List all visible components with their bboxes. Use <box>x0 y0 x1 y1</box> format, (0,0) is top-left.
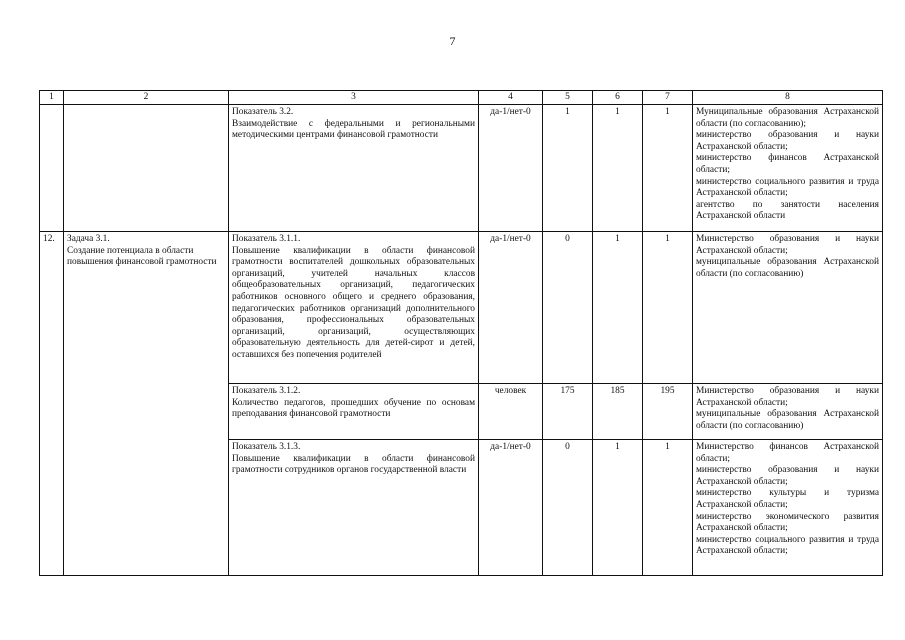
indicator-text: Взаимодействие с федеральными и региональными методическими центрами финансовой грамотности <box>232 118 475 141</box>
executors-cell <box>693 384 883 440</box>
value-cell: 1 <box>593 440 643 576</box>
indicator-cell <box>229 384 479 440</box>
unit-cell: да-1/нет-0 <box>479 440 543 576</box>
indicator-cell <box>229 232 479 384</box>
row-number: 12. <box>40 232 64 576</box>
indicator-cell <box>229 105 479 232</box>
executors-cell <box>693 105 883 232</box>
executors-text: Муниципальные образования Астраханской области (по согласованию); министерство образования и науки Астраханской области; министерство финансов Астраханской области; министерство социального развития и труда Астраханской области; агентство по занятости населения Астраханской области <box>696 107 879 222</box>
value-cell: 175 <box>543 384 593 440</box>
task-cell <box>64 105 229 232</box>
indicator-title: Показатель 3.2. <box>232 107 294 117</box>
value-cell: 0 <box>543 440 593 576</box>
value-cell: 195 <box>643 384 693 440</box>
row-number <box>40 105 64 232</box>
value-cell: 1 <box>593 105 643 232</box>
task-cell <box>64 232 229 576</box>
value-cell: 1 <box>643 232 693 384</box>
value-cell: 1 <box>593 232 643 384</box>
table-row <box>40 232 883 384</box>
value-cell: 0 <box>543 232 593 384</box>
indicator-text: Количество педагогов, прошедших обучение по основам преподавания финансовой грамотности <box>232 397 475 420</box>
unit-cell: человек <box>479 384 543 440</box>
value-cell: 185 <box>593 384 643 440</box>
header-cell: 3 <box>229 91 479 105</box>
indicator-title: Показатель 3.1.2. <box>232 386 301 396</box>
value-cell: 1 <box>643 440 693 576</box>
header-cell: 8 <box>693 91 883 105</box>
executors-cell <box>693 440 883 576</box>
indicator-text: Повышение квалификации в области финансовой грамотности воспитателей дошкольных образовательных организаций, учителей начальных классов общеобразовательных организаций, педагогических работников основного общего и среднего образования, педагогических работников организаций дополнительного образования, профессиональных образовательных организаций, организаций, осуществляющих образовательную деятельность для детей-сирот и детей, оставшихся без попечения родителей <box>232 245 475 360</box>
header-cell: 2 <box>64 91 229 105</box>
indicator-cell <box>229 440 479 576</box>
unit-cell: да-1/нет-0 <box>479 105 543 232</box>
header-cell: 4 <box>479 91 543 105</box>
task-text: Создание потенциала в области повышения финансовой грамотности <box>67 245 217 268</box>
header-cell: 7 <box>643 91 693 105</box>
executors-text: Министерство образования и науки Астраханской области; муниципальные образования Астраханской области (по согласованию) <box>696 386 879 431</box>
value-cell: 1 <box>643 105 693 232</box>
indicator-title: Показатель 3.1.3. <box>232 442 301 452</box>
task-title: Задача 3.1. <box>67 234 110 244</box>
page-number: 7 <box>449 34 456 48</box>
unit-cell: да-1/нет-0 <box>479 232 543 384</box>
header-cell: 5 <box>543 91 593 105</box>
executors-text: Министерство образования и науки Астраханской области; муниципальные образования Астраханской области (по согласованию) <box>696 234 879 279</box>
value-cell: 1 <box>543 105 593 232</box>
indicator-text: Повышение квалификации в области финансовой грамотности сотрудников органов государственной власти <box>232 453 475 476</box>
table-row <box>40 105 883 232</box>
indicator-title: Показатель 3.1.1. <box>232 234 301 244</box>
header-row <box>40 91 883 105</box>
executors-cell <box>693 232 883 384</box>
executors-text: Министерство финансов Астраханской области; министерство образования и науки Астраханской области; министерство культуры и туризма Астраханской области; министерство экономического развития Астраханской области; министерство социального развития и труда Астраханской области; <box>696 442 879 557</box>
indicators-table <box>39 90 883 576</box>
header-cell: 1 <box>40 91 64 105</box>
header-cell: 6 <box>593 91 643 105</box>
